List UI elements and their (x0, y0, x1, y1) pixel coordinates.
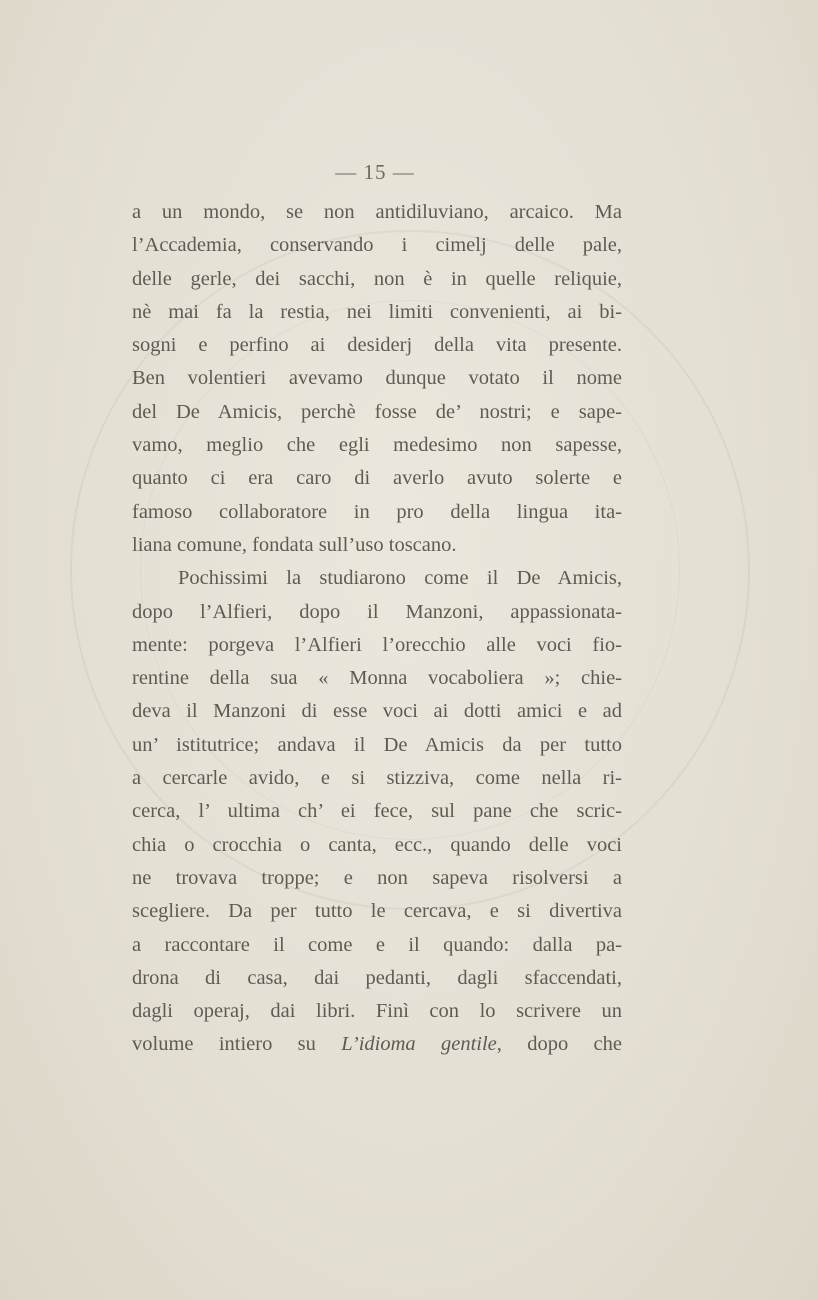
text-line: liana comune, fondata sull’uso toscano. (132, 533, 457, 556)
text-line-final (132, 1028, 622, 1061)
text-line: ne trovava troppe; e non sapeva risolversi a (132, 866, 622, 889)
text-line: a raccontare il come e il quando: dalla pa- (132, 933, 622, 956)
text-line: chia o crocchia o canta, ecc., quando delle voci (132, 833, 622, 856)
text-line: sogni e perfino ai desiderj della vita presente. (132, 334, 622, 357)
text-line: delle gerle, dei sacchi, non è in quelle reliquie, (132, 267, 622, 290)
text-line: del De Amicis, perchè fosse de’ nostri; e sape- (132, 400, 622, 423)
text-line: deva il Manzoni di esse voci ai dotti amici e ad (132, 700, 622, 723)
book-title: L’idioma gentile (341, 1033, 497, 1056)
text-line: quanto ci era caro di averlo avuto solerte e (132, 467, 622, 490)
text-line: Pochissimi la studiarono come il De Amicis, (178, 567, 622, 590)
text-segment: , dopo che (496, 1033, 622, 1056)
text-line: mente: porgeva l’Alfieri l’orecchio alle voci fio- (132, 633, 622, 656)
text-line: a un mondo, se non antidiluviano, arcaico. Ma (132, 201, 622, 223)
text-line: l’Accademia, conservando i cimelj delle pale, (132, 234, 622, 257)
text-line: Ben volentieri avevamo dunque votato il nome (132, 367, 622, 390)
text-line: drona di casa, dai pedanti, dagli sfaccendati, (132, 966, 622, 989)
text-line: nè mai fa la restia, nei limiti convenienti, ai bi- (132, 300, 622, 323)
text-line: a cercarle avido, e si stizziva, come nella ri- (132, 767, 622, 790)
text-line: dopo l’Alfieri, dopo il Manzoni, appassionata- (132, 600, 622, 623)
text-line: scegliere. Da per tutto le cercava, e si divertiva (132, 900, 622, 923)
body-text (132, 196, 622, 1062)
text-segment: volume intiero su (132, 1033, 342, 1056)
text-line: dagli operaj, dai libri. Finì con lo scrivere un (132, 1000, 622, 1023)
text-line: cerca, l’ ultima ch’ ei fece, sul pane che scric- (132, 800, 622, 823)
text-line: famoso collaboratore in pro della lingua ita- (132, 500, 622, 523)
page-number: — 15 — (335, 160, 415, 184)
text-line: rentine della sua « Monna vocaboliera »; chie- (132, 667, 622, 690)
text-line: un’ istitutrice; andava il De Amicis da per tutto (132, 733, 622, 756)
text-line: vamo, meglio che egli medesimo non sapesse, (132, 434, 622, 457)
